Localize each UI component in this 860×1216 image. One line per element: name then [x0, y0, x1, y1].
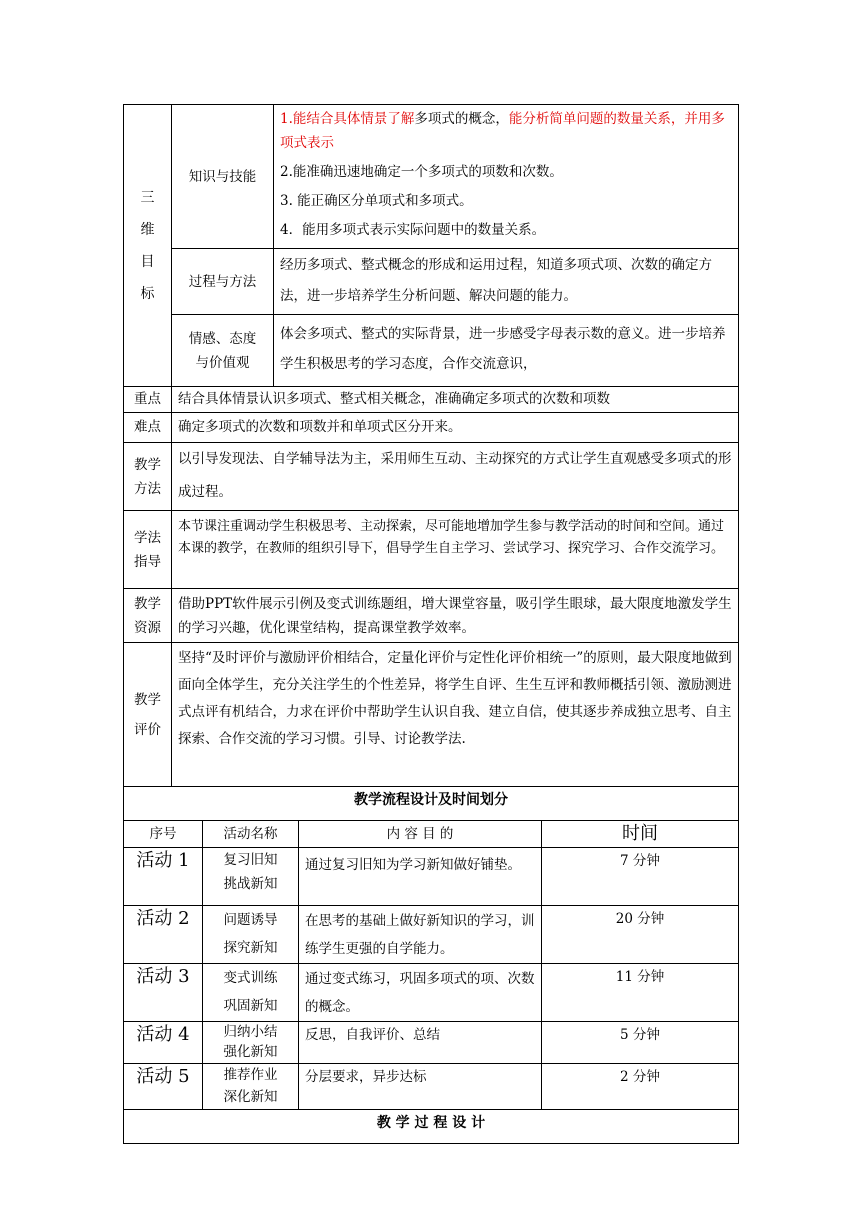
flow-table — [123, 786, 739, 1144]
activity-name-line: 深化新知 — [223, 1089, 278, 1105]
activity-name-line: 变式训练 — [223, 970, 278, 986]
difficulty-label: 难点 — [124, 413, 172, 443]
activity-name — [203, 1064, 299, 1110]
goals-table — [123, 104, 739, 387]
activity-name-line: 强化新知 — [223, 1044, 278, 1060]
red-text: 1.能结合具体情景了解 — [280, 111, 415, 127]
activity-number: 活动 1 — [124, 848, 203, 906]
black-text: 多项式的概念， — [414, 111, 509, 127]
side-label-char: 三 — [140, 189, 155, 206]
side-label-char: 维 — [140, 221, 155, 238]
emotion-attitude-content: 体会多项式、整式的实际背景，进一步感受字母表示数的意义。进一步培养学生积极思考的学习态度，合作交流意识， — [274, 315, 739, 387]
teaching-method-label: 教学方法 — [124, 443, 172, 511]
details-table — [123, 386, 739, 787]
table-row — [124, 964, 739, 1022]
red-text: 能分析简单问题的数量关系，并用多项式表示 — [280, 111, 725, 151]
col-header-time: 时间 — [542, 821, 739, 848]
activity-time: 7 分钟 — [542, 848, 739, 906]
side-label-char: 标 — [140, 285, 155, 302]
knowledge-item-4: 4．能用多项式表示实际问题中的数量关系。 — [280, 222, 546, 238]
lesson-plan-page — [123, 104, 738, 1144]
study-guide-label: 学法指导 — [124, 511, 172, 589]
activity-time: 2 分钟 — [542, 1064, 739, 1110]
activity-name — [203, 964, 299, 1022]
teaching-evaluation-text: 坚持“及时评价与激励评价相结合，定量化评价与定性化评价相统一”的原则，最大限度地做到面向全体学生，充分关注学生的个性差异，将学生自评、生生互评和教师概括引领、激励测进式点评有机结合，力求在评价中帮助学生认识自我、建立自信，使其逐步养成独立思考、自主探索、合作交流的学习习惯。引导、讨论教学法. — [172, 643, 739, 787]
teaching-evaluation-label: 教学评价 — [124, 643, 172, 787]
activity-name — [203, 1022, 299, 1064]
difficulty-text: 确定多项式的次数和项数并和单项式区分开来。 — [172, 413, 739, 443]
activity-name-line: 挑战新知 — [223, 876, 278, 892]
table-row — [124, 1022, 739, 1064]
activity-name-line: 复习旧知 — [223, 852, 278, 868]
activity-content: 分层要求，异步达标 — [299, 1064, 542, 1110]
activity-number: 活动 3 — [124, 964, 203, 1022]
teaching-method-text: 以引导发现法、自学辅导法为主，采用师生互动、主动探究的方式让学生直观感受多项式的形成过程。 — [172, 443, 739, 511]
table-row — [124, 848, 739, 906]
col-header-no: 序号 — [124, 821, 203, 848]
activity-time: 20 分钟 — [542, 906, 739, 964]
knowledge-item-2: 2.能准确迅速地确定一个多项式的项数和次数。 — [280, 164, 563, 180]
study-guide-text: 本节课注重调动学生积极思考、主动探索，尽可能地增加学生参与教学活动的时间和空间。通过本课的教学，在教师的组织引导下，倡导学生自主学习、尝试学习、探究学习、合作交流学习。 — [172, 511, 739, 589]
teaching-resource-text: 借助PPT软件展示引例及变式训练题组，增大课堂容量，吸引学生眼球，最大限度地激发学生的学习兴趣，优化课堂结构，提高课堂教学效率。 — [172, 589, 739, 643]
side-label-char: 目 — [140, 253, 155, 270]
activity-number: 活动 4 — [124, 1022, 203, 1064]
activity-time: 5 分钟 — [542, 1022, 739, 1064]
teaching-resource-label: 教学资源 — [124, 589, 172, 643]
activity-number: 活动 2 — [124, 906, 203, 964]
knowledge-skill-label: 知识与技能 — [172, 105, 274, 249]
activity-name — [203, 848, 299, 906]
activity-name-line: 归纳小结 — [223, 1024, 278, 1040]
col-header-activity: 活动名称 — [203, 821, 299, 848]
activity-content: 通过复习旧知为学习新知做好铺垫。 — [299, 848, 542, 906]
activity-time: 11 分钟 — [542, 964, 739, 1022]
activity-name-line: 问题诱导 — [223, 912, 278, 928]
activity-content: 通过变式练习，巩固多项式的项、次数的概念。 — [299, 964, 542, 1022]
process-method-content: 经历多项式、整式概念的形成和运用过程，知道多项式项、次数的确定方法，进一步培养学生分析问题、解决问题的能力。 — [274, 249, 739, 315]
emotion-label-line-2: 与价值观 — [195, 354, 250, 371]
activity-name-line: 探究新知 — [223, 940, 278, 956]
col-header-content: 内 容 目 的 — [299, 821, 542, 848]
activity-content: 反思，自我评价、总结 — [299, 1022, 542, 1064]
knowledge-item-1 — [280, 107, 732, 155]
activity-content: 在思考的基础上做好新知识的学习，训练学生更强的自学能力。 — [299, 906, 542, 964]
key-point-label: 重点 — [124, 387, 172, 413]
flow-title: 教学流程设计及时间划分 — [124, 787, 739, 821]
table-row — [124, 1064, 739, 1110]
activity-name — [203, 906, 299, 964]
activity-name-line: 巩固新知 — [223, 998, 278, 1014]
activity-number: 活动 5 — [124, 1064, 203, 1110]
process-design-title: 教 学 过 程 设 计 — [124, 1110, 739, 1144]
process-method-label: 过程与方法 — [172, 249, 274, 315]
table-row — [124, 906, 739, 964]
emotion-label-line-1: 情感、态度 — [188, 330, 257, 347]
three-dimension-goals-label — [124, 105, 172, 387]
emotion-attitude-label — [172, 315, 274, 387]
activity-name-line: 推荐作业 — [223, 1067, 278, 1083]
knowledge-item-3: 3. 能正确区分单项式和多项式。 — [280, 193, 473, 209]
knowledge-skill-content — [274, 105, 739, 249]
key-point-text: 结合具体情景认识多项式、整式相关概念，准确确定多项式的次数和项数 — [172, 387, 739, 413]
